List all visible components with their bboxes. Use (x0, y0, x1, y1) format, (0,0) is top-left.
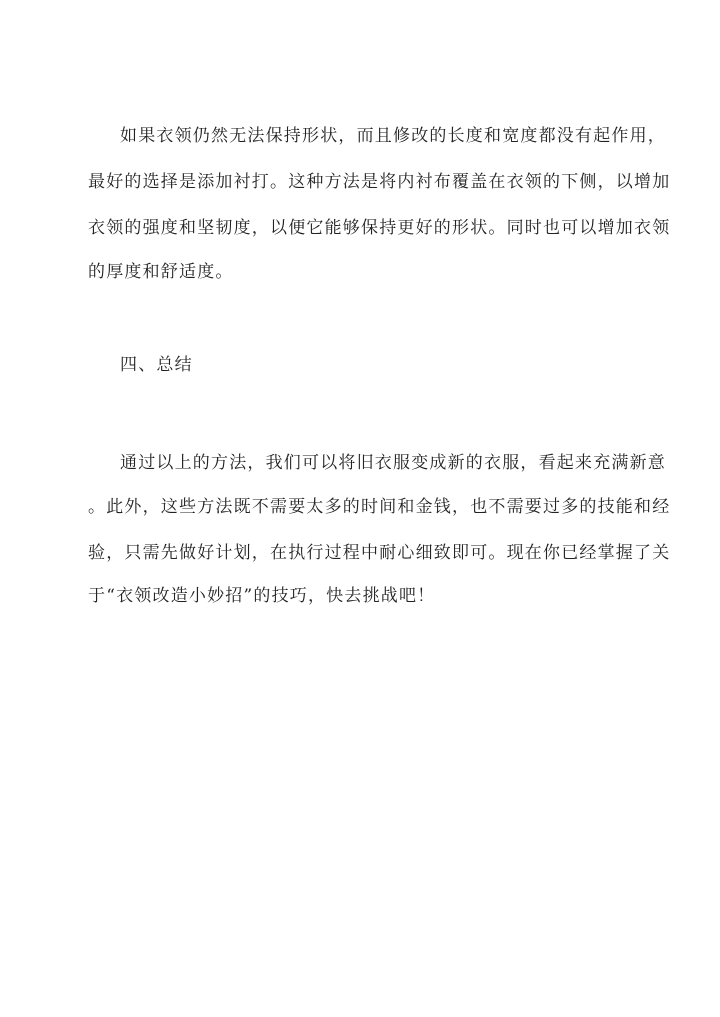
paragraph-1-line-1: 如果衣领仍然无法保持形状，而且修改的长度和宽度都没有起作用， (120, 126, 666, 146)
paragraph-2-line-2: 。此外，这些方法既不需要太多的时间和金钱，也不需要过多的技能和经 (88, 497, 671, 517)
paragraph-2-line-3: 验，只需先做好计划，在执行过程中耐心细致即可。现在你已经掌握了关 (88, 543, 671, 563)
paragraph-1-line-3: 衣领的强度和坚韧度，以便它能够保持更好的形状。同时也可以增加衣领 (88, 218, 671, 238)
paragraph-2-line-4: 于“衣领改造小妙招”的技巧，快去挑战吧！ (88, 586, 436, 606)
paragraph-1-line-2: 最好的选择是添加衬打。这种方法是将内衬布覆盖在衣领的下侧，以增加 (88, 172, 671, 192)
paragraph-1-line-4: 的厚度和舒适度。 (88, 262, 234, 282)
section-heading: 四、总结 (120, 355, 193, 375)
paragraph-2-line-1: 通过以上的方法，我们可以将旧衣服变成新的衣服，看起来充满新意 (120, 453, 666, 473)
